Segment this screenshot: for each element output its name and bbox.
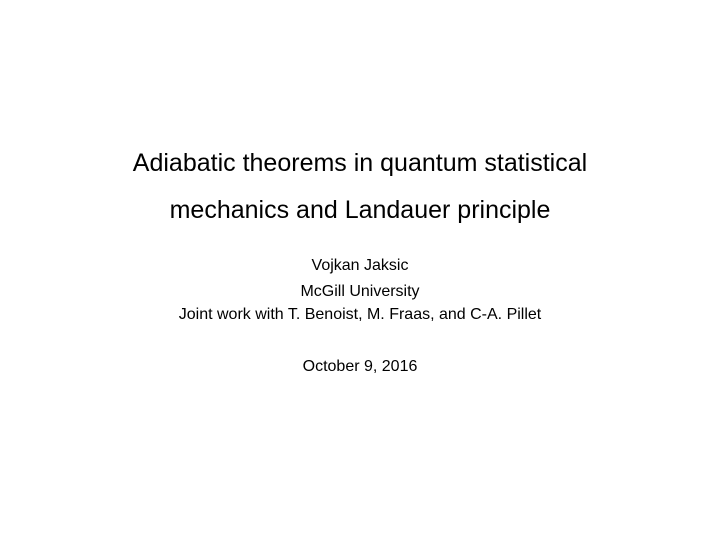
slide-title-line-1: Adiabatic theorems in quantum statistical: [132, 149, 588, 177]
author-affiliation: McGill University: [300, 283, 420, 300]
collaborators-line: Joint work with T. Benoist, M. Fraas, and C-A. Pillet: [178, 306, 542, 323]
presentation-date: October 9, 2016: [302, 358, 418, 375]
author-name: Vojkan Jaksic: [311, 257, 409, 274]
slide-title-line-2: mechanics and Landauer principle: [169, 196, 551, 224]
